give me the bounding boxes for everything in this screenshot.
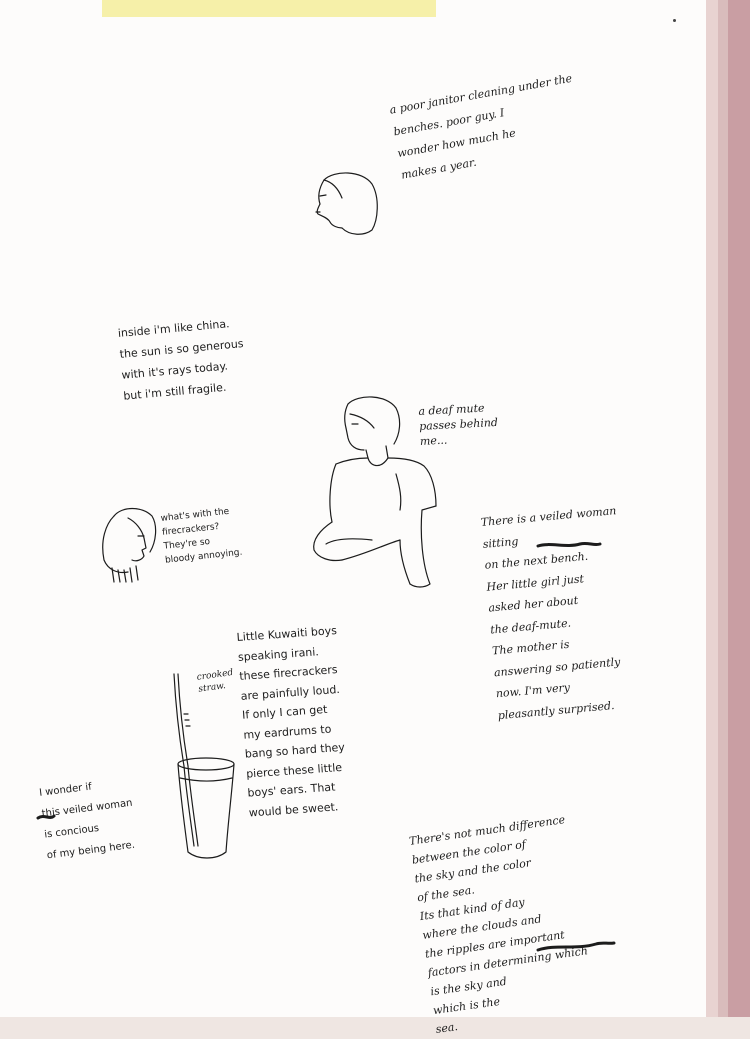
note-wonder-veiled: I wonder if this veiled woman is concious of my being here. — [38, 781, 136, 862]
masking-tape — [102, 0, 436, 17]
note-china: inside i'm like china. the sun is so generous with it's rays today. but i'm still fragile. — [117, 317, 245, 403]
note-firecrackers-question: what's with the firecrackers? They're so bloody annoying. — [160, 506, 243, 566]
note-sky-sea: There's not much difference between the color of the sky and the color of the sea. Its that kind of day where the clouds and the ripples are important factors in determining which is the sky and which is the sea. — [408, 813, 589, 1036]
portrait-head-sketch — [98, 504, 160, 584]
ink-dot — [673, 19, 676, 22]
page-edge — [718, 0, 728, 1017]
deaf-mute-figure-sketch — [306, 394, 446, 594]
note-janitor: a poor janitor cleaning under the benches. poor guy. I wonder how much he makes a year. — [388, 71, 574, 182]
crossed-out-scribble — [36, 812, 56, 822]
crossed-out-scribble — [536, 940, 616, 954]
page-edge — [706, 0, 718, 1017]
note-deaf-mute: a deaf mute passes behind me... — [418, 401, 499, 448]
note-kuwaiti-boys: Little Kuwaiti boys speaking irani. these firecrackers are painfully loud. If only I can get my eardrums to bang so hard they pierce these little boys' ears. That would be sweet. — [236, 623, 346, 820]
crossed-out-scribble — [536, 538, 602, 552]
page-edge — [728, 0, 750, 1017]
glass-with-straw-sketch — [168, 672, 242, 864]
note-veiled-woman: There is a veiled woman sitting on the next bench. Her little girl just asked her about the deaf-mute. The mother is answering so patiently now. I'm very pleasantly surprised. — [480, 504, 621, 722]
janitor-head-sketch — [306, 168, 382, 238]
note-crooked-straw: crooked straw. — [196, 667, 234, 695]
